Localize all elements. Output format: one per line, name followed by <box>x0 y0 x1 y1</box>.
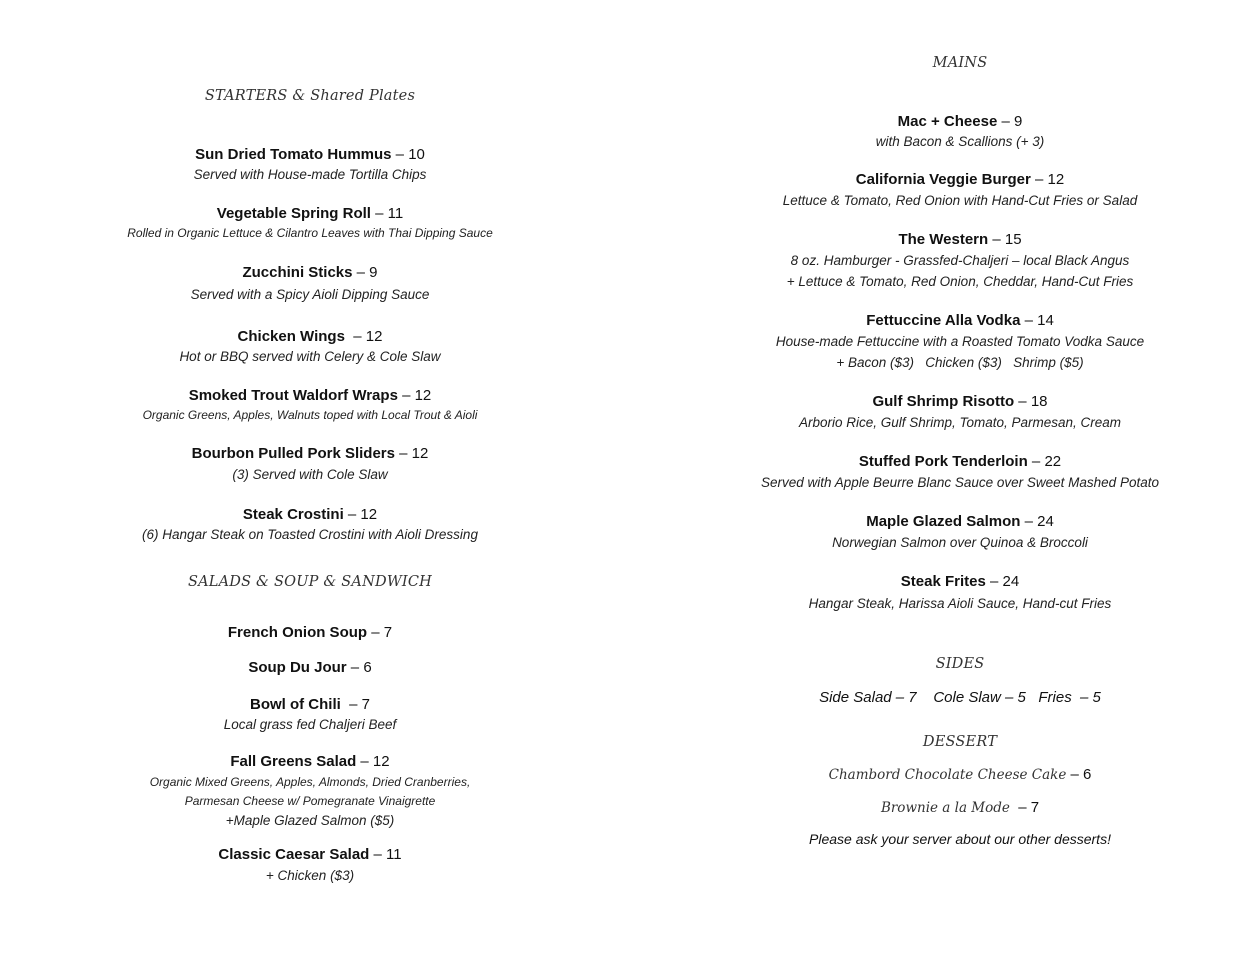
menu-item-desc: 8 oz. Hamburger - Grassfed-Chaljeri – local Black Angus <box>790 253 1130 268</box>
menu-item-desc: Hangar Steak, Harissa Aioli Sauce, Hand-cut Fries <box>808 596 1112 611</box>
menu-item-desc: Lettuce & Tomato, Red Onion with Hand-Cut Fries or Salad <box>782 193 1138 208</box>
menu-item-name: Gulf Shrimp Risotto – 18 <box>872 393 1048 410</box>
dessert-item: Brownie a la Mode – 7 <box>880 799 1040 816</box>
menu-item-name: Bowl of Chili – 7 <box>249 696 370 713</box>
menu-item-desc: +Maple Glazed Salmon ($5) <box>225 813 395 828</box>
menu-item-desc: Served with Apple Beurre Blanc Sauce over Sweet Mashed Potato <box>761 475 1159 490</box>
menu-item-name: Sun Dried Tomato Hummus – 10 <box>195 146 425 163</box>
menu-item-desc: Served with a Spicy Aioli Dipping Sauce <box>190 287 430 302</box>
menu-item-name: Fettuccine Alla Vodka – 14 <box>866 312 1054 329</box>
menu-item-desc: Rolled in Organic Lettuce & Cilantro Leaves with Thai Dipping Sauce <box>127 226 493 240</box>
menu-item-name: Classic Caesar Salad – 11 <box>218 846 402 863</box>
menu-item-desc: (6) Hangar Steak on Toasted Crostini with Aioli Dressing <box>142 527 478 542</box>
mains-heading: MAINS <box>932 55 988 71</box>
sides-heading: SIDES <box>935 656 985 672</box>
salads-heading: SALADS & SOUP & SANDWICH <box>187 574 432 590</box>
menu-item-name: California Veggie Burger – 12 <box>855 171 1065 188</box>
menu-item-desc: Organic Mixed Greens, Apples, Almonds, Dried Cranberries, <box>149 775 471 789</box>
menu-item-name: Fall Greens Salad – 12 <box>230 753 390 770</box>
menu-item-desc: House-made Fettuccine with a Roasted Tomato Vodka Sauce <box>775 334 1145 349</box>
menu-item-desc: Served with House-made Tortilla Chips <box>193 167 427 182</box>
menu-item-name: French Onion Soup – 7 <box>227 624 393 641</box>
menu-item-desc: + Bacon ($3) Chicken ($3) Shrimp ($5) <box>836 355 1084 370</box>
menu-item-name: Bourbon Pulled Pork Sliders – 12 <box>191 445 429 462</box>
menu-item-name: Steak Crostini – 12 <box>242 506 378 523</box>
menu-item-desc: with Bacon & Scallions (+ 3) <box>875 134 1045 149</box>
menu-item-desc: Norwegian Salmon over Quinoa & Broccoli <box>832 535 1088 550</box>
menu-item-desc: Arborio Rice, Gulf Shrimp, Tomato, Parmesan, Cream <box>798 415 1122 430</box>
menu-item-name: Maple Glazed Salmon – 24 <box>866 513 1054 530</box>
menu-item-name: Chicken Wings – 12 <box>237 328 383 345</box>
menu-item-desc: Hot or BBQ served with Celery & Cole Slaw <box>179 349 441 364</box>
menu-item-name: Zucchini Sticks – 9 <box>242 264 378 281</box>
dessert-heading: DESSERT <box>922 734 998 750</box>
starters-heading: STARTERS & Shared Plates <box>204 88 416 104</box>
menu-item-desc: + Chicken ($3) <box>265 868 355 883</box>
dessert-note: Please ask your server about our other desserts! <box>809 831 1111 847</box>
menu-item-desc: (3) Served with Cole Slaw <box>232 467 388 482</box>
menu-item-name: The Western – 15 <box>898 231 1022 248</box>
menu-item-desc: Parmesan Cheese w/ Pomegranate Vinaigrette <box>184 794 436 808</box>
sides-line: Side Salad – 7 Cole Slaw – 5 Fries – 5 <box>819 689 1101 706</box>
menu-item-name: Steak Frites – 24 <box>900 573 1020 590</box>
menu-item-name: Smoked Trout Waldorf Wraps – 12 <box>188 387 432 404</box>
menu-item-desc: Local grass fed Chaljeri Beef <box>223 717 397 732</box>
menu-item-name: Mac + Cheese – 9 <box>897 113 1023 130</box>
dessert-item: Chambord Chocolate Cheese Cake – 6 <box>828 766 1092 783</box>
menu-item-name: Stuffed Pork Tenderloin – 22 <box>858 453 1062 470</box>
menu-item-name: Vegetable Spring Roll – 11 <box>216 205 404 222</box>
menu-item-name: Soup Du Jour – 6 <box>248 659 372 676</box>
menu-item-desc: Organic Greens, Apples, Walnuts toped with Local Trout & Aioli <box>142 408 478 422</box>
menu-item-desc: + Lettuce & Tomato, Red Onion, Cheddar, Hand-Cut Fries <box>786 274 1134 289</box>
